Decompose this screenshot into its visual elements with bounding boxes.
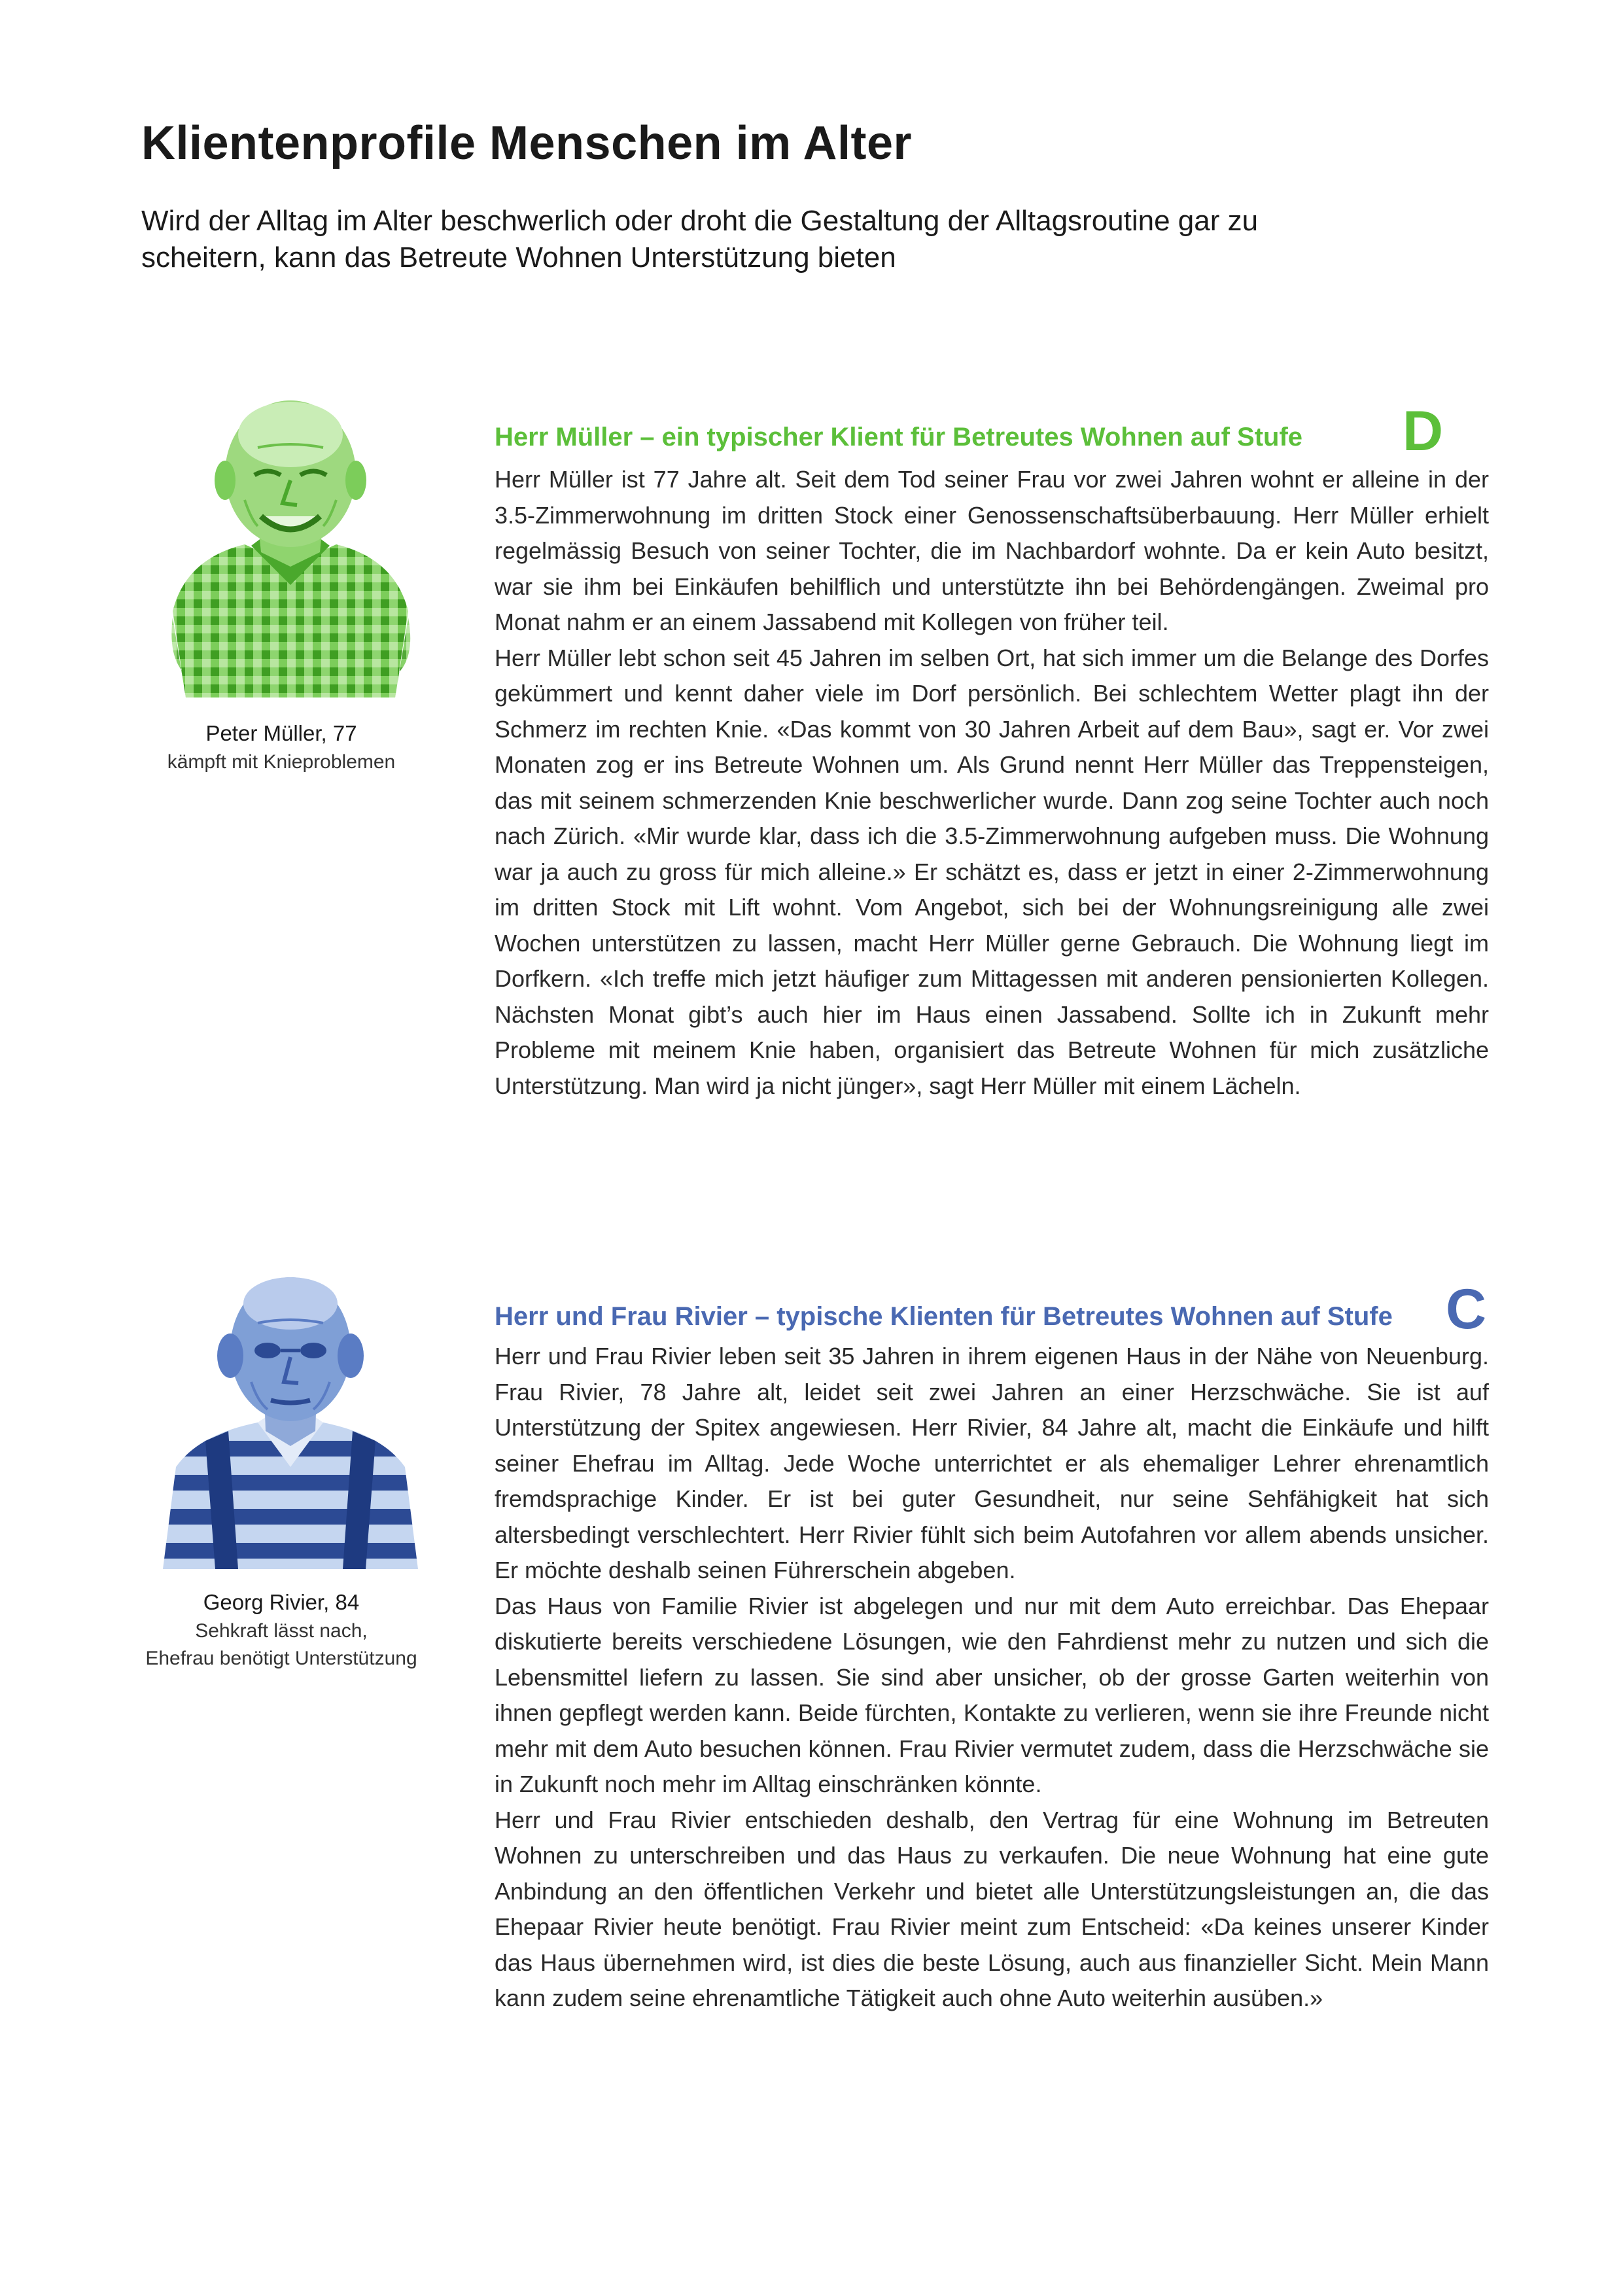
paragraph: Herr und Frau Rivier leben seit 35 Jahren in ihrem eigenen Haus in der Nähe von Neuenburg. Frau Rivier, 78 Jahre alt, leidet seit zwei Jahren an einer Herzschwäche. Sie ist auf Unterstützung der Spitex angewiesen. Herr Rivier, 84 Jahre alt, macht die Einkäufe und hilft seiner Ehefrau im Alltag. Jede Woche unterrichtet er als ehemaliger Lehrer ehrenamtlich fremdsprachige Kinder. Er ist bei guter Gesundheit, nur seine Sehfähigkeit hat sich altersbedingt verschlechtert. Herr Rivier fühlt sich beim Autofahren vor allem abends unsicher. Er möchte deshalb seinen Führerschein abgeben. — [495, 1343, 1489, 1583]
client-name: Georg Rivier, 84 — [203, 1590, 360, 1614]
page-title: Klientenprofile Menschen im Alter — [141, 117, 913, 169]
profile-body — [495, 1339, 1489, 2017]
client-description-line: Ehefrau benötigt Unterstützung — [145, 1648, 417, 1669]
paragraph: Herr Müller lebt schon seit 45 Jahren im selben Ort, hat sich immer um die Belange des Dorfes gekümmert und kennt daher viele im Dorf persönlich. Bei schlechtem Wetter plagt ihn der Schmerz im rechten Knie. «Das kommt von 30 Jahren Arbeit auf dem Bau», sagt er. Vor zwei Monaten zog er ins Betreute Wohnen um. Als Grund nennt Herr Müller das Treppensteigen, das mit seinem schmerzenden Knie beschwerlicher wurde. Dann zog seine Tochter auch noch nach Zürich. «Mir wurde klar, dass ich die 3.5-Zimmerwohnung aufgeben muss. Die Wohnung war ja auch zu gross für mich alleine.» Er schätzt es, dass er jetzt in einer 2-Zimmerwohnung im dritten Stock mit Lift wohnt. Vom Angebot, sich bei der Wohnungsreinigung alle zwei Wochen unterstützen zu lassen, macht Herr Müller gerne Gebrauch. Die Wohnung liegt im Dorfkern. «Ich treffe mich jetzt häufiger zum Mittagessen mit anderen pensionierten Kollegen. Nächsten Monat gibt’s auch hier im Haus einen Jassabend. Sollte ich in Zukunft mehr Probleme mit meinem Knie haben, organisiert das Betreute Wohnen für mich zusätzliche Unterstützung. Man wird ja nicht jünger», sagt Herr Müller mit einem Lächeln. — [495, 644, 1489, 1099]
page-subtitle: Wird der Alltag im Alter beschwerlich oder droht die Gestaltung der Alltagsroutine gar zu scheitern, kann das Betreute Wohnen Unterstützung bieten — [141, 205, 1259, 274]
elderly-man-portrait-blue-icon — [160, 1271, 421, 1569]
stage-badge: C — [1446, 1278, 1487, 1341]
profile-body — [495, 462, 1489, 1104]
paragraph: Herr Müller ist 77 Jahre alt. Seit dem Tod seiner Frau vor zwei Jahren wohnt er alleine in der 3.5-Zimmerwohnung im dritten Stock einer Genossenschaftsüberbauung. Herr Müller erhielt regelmässig Besuch von seiner Tochter, die im Nachbardorf wohnte. Da er kein Auto besitzt, war sie ihm bei Einkäufen behilflich und unterstützte ihn bei Behördengängen. Zweimal pro Monat nahm er an einem Jassabend mit Kollegen von früher teil. — [495, 466, 1489, 635]
client-caption — [85, 718, 478, 776]
profile-heading: Herr Müller – ein typischer Klient für Betreutes Wohnen auf Stufe — [495, 423, 1303, 451]
client-name: Peter Müller, 77 — [205, 721, 357, 745]
elderly-man-portrait-green-icon — [160, 395, 421, 698]
paragraph: Das Haus von Familie Rivier ist abgelegen und nur mit dem Auto erreichbar. Das Ehepaar diskutierte bereits verschiedene Lösungen, wie den Fahrdienst mehr zu nutzen und sich die Lebensmittel liefern zu lassen. Sie sind aber unsicher, ob der grosse Garten weiterhin von ihnen gepflegt werden kann. Beide fürchten, Kontakte zu verlieren, wenn sie ihre Freunde nicht mehr mit dem Auto besuchen können. Frau Rivier vermutet zudem, dass die Herzschwäche sie in Zukunft noch mehr im Alltag einschränken könnte. — [495, 1592, 1489, 1797]
client-description: kämpft mit Knieproblemen — [167, 751, 396, 773]
stage-badge: D — [1403, 400, 1444, 463]
paragraph: Herr und Frau Rivier entschieden deshalb, den Vertrag für eine Wohnung im Betreuten Wohnen zu unterschreiben und das Haus zu verkaufen. Die neue Wohnung hat eine gute Anbindung an den öffentlichen Verkehr und bietet alle Unterstützungsleistungen an, die das Ehepaar Rivier heute benötigt. Frau Rivier meint zum Entscheid: «Da keines unserer Kinder das Haus übernehmen wird, ist dies die beste Lösung, auch aus finanzieller Sicht. Mein Mann kann zudem seine ehrenamtliche Tätigkeit auch ohne Auto weiterhin ausüben.» — [495, 1806, 1489, 2011]
client-description-line: Sehkraft lässt nach, — [195, 1620, 368, 1642]
client-caption — [85, 1587, 478, 1672]
profile-heading: Herr und Frau Rivier – typische Klienten für Betreutes Wohnen auf Stufe — [495, 1302, 1393, 1331]
